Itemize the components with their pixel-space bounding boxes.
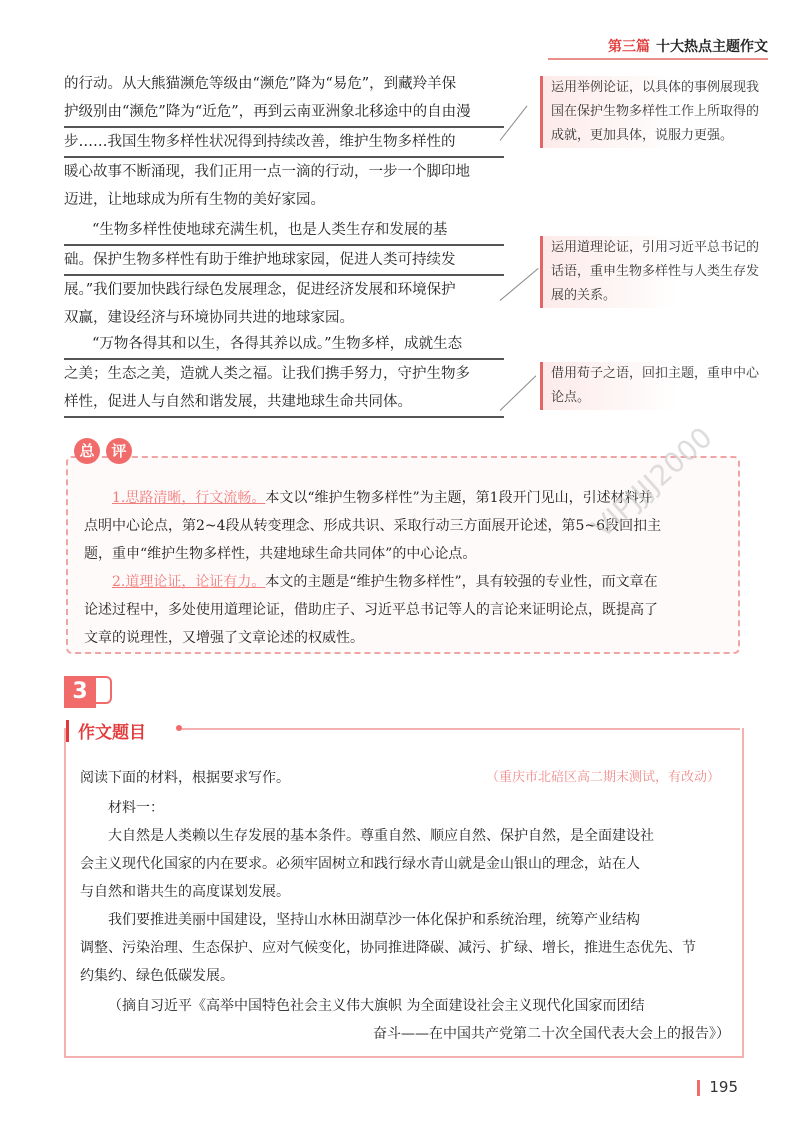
side-note-2: 运用道理论证，引用习近平总书记的话语，重申生物多样性与人类生存发展的关系。 bbox=[540, 236, 771, 308]
essay-paragraph-3 bbox=[64, 330, 504, 418]
watermark: VIPJJJJ2000 bbox=[586, 420, 719, 545]
text-line: 护级别由“濒危”降为“近危”，再到云南亚洲象北移途中的自由漫 bbox=[64, 98, 504, 128]
text-line: 样性，促进人与自然和谐发展，共建地球生命共同体。 bbox=[64, 388, 504, 418]
topic-frame-top bbox=[180, 728, 740, 730]
page-number: 195 bbox=[709, 1078, 738, 1096]
citation-line: 奋斗——在中国共产党第二十次全国代表大会上的报告》） bbox=[373, 1026, 730, 1042]
note-connector bbox=[500, 268, 539, 301]
text-line: “生物多样性使地球充满生机，也是人类生存和发展的基 bbox=[64, 216, 504, 246]
essay-paragraph-2 bbox=[64, 216, 504, 332]
note-connector bbox=[500, 375, 537, 410]
text-line: 展。”我们要加快践行绿色发展理念，促进经济发展和环境保护 bbox=[64, 282, 456, 298]
section-number: 3 bbox=[64, 676, 96, 708]
text-line: 之美；生态之美，造就人类之福。让我们携手努力，守护生物多 bbox=[64, 366, 470, 382]
comment-line: 2.道理论证，论证有力。本文的主题是“维护生物多样性”，具有较强的专业性，而文章在 bbox=[112, 574, 658, 590]
title-marker bbox=[66, 720, 69, 742]
comment-line: 文章的说理性，又增强了文章论述的权威性。 bbox=[84, 630, 364, 646]
citation-line: （摘自习近平《高举中国特色社会主义伟大旗帜 为全面建设社会主义现代化国家而团结 bbox=[108, 998, 645, 1014]
material-line: 大自然是人类赖以生存发展的基本条件。尊重自然、顺应自然、保护自然，是全面建设社 bbox=[108, 828, 654, 844]
text-line: 步……我国生物多样性状况得到持续改善，维护生物多样性的 bbox=[64, 128, 504, 158]
comment-line: 题，重申“维护生物多样性，共建地球生命共同体”的中心论点。 bbox=[84, 546, 477, 562]
text-line: 双赢，建设经济与环境协同共进的地球家园。 bbox=[64, 310, 354, 326]
topic-frame-dot bbox=[176, 725, 182, 731]
running-header bbox=[608, 36, 768, 56]
text-line: 迈进，让地球成为所有生物的美好家园。 bbox=[64, 192, 325, 208]
text-line: 暖心故事不断涌现，我们正用一点一滴的行动，一步一个脚印地 bbox=[64, 164, 470, 180]
text-line: 础。保护生物多样性有助于维护地球家园，促进人类可持续发 bbox=[64, 246, 504, 276]
header-rule bbox=[548, 58, 768, 60]
badge-char: 评 bbox=[106, 438, 132, 464]
text-line: 的行动。从大熊猫濒危等级由“濒危”降为“易危”，到藏羚羊保 bbox=[64, 76, 457, 92]
side-note-1: 运用举例论证，以具体的事例展现我国在保护生物多样性工作上所取得的成就，更加具体，说服力更强。 bbox=[540, 76, 771, 148]
part-label: 第三篇 bbox=[608, 39, 650, 55]
comment-line: 点明中心论点，第2~4段从转变理念、形成共识、采取行动三方面展开论述，第5~6段回扣主 bbox=[84, 518, 662, 534]
material-line: 约集约、绿色低碳发展。 bbox=[80, 968, 234, 984]
material-label: 材料一： bbox=[108, 800, 164, 816]
material-line: 与自然和谐共生的高度谋划发展。 bbox=[80, 884, 290, 900]
page-number-bar bbox=[697, 1080, 700, 1096]
topic-intro: 阅读下面的材料，根据要求写作。 bbox=[80, 770, 290, 786]
badge-char: 总 bbox=[74, 438, 100, 464]
text-line: “万物各得其和以生，各得其养以成。”生物多样，成就生态 bbox=[64, 330, 504, 360]
essay-paragraph-1 bbox=[64, 70, 504, 214]
comment-point-2-heading: 2.道理论证，论证有力。 bbox=[112, 574, 266, 590]
part-title: 十大热点主题作文 bbox=[656, 39, 768, 55]
topic-title: 作文题目 bbox=[72, 718, 152, 743]
comment-point-1-heading: 1.思路清晰，行文流畅。 bbox=[112, 490, 266, 506]
comment-badge bbox=[74, 438, 132, 464]
material-line: 调整、污染治理、生态保护、应对气候变化，协同推进降碳、减污、扩绿、增长，推进生态优先、节 bbox=[80, 940, 696, 956]
topic-source: （重庆市北碚区高二期末测试，有改动） bbox=[485, 770, 720, 785]
comment-line: 论述过程中，多处使用道理论证，借助庄子、习近平总书记等人的言论来证明论点，既提高了 bbox=[84, 602, 658, 618]
comment-line: 1.思路清晰，行文流畅。本文以“维护生物多样性”为主题，第1段开门见山，引述材料并 bbox=[112, 490, 653, 506]
material-line: 会主义现代化国家的内在要求。必须牢固树立和践行绿水青山就是金山银山的理念，站在人 bbox=[80, 856, 640, 872]
section-number-tail bbox=[96, 676, 112, 704]
material-line: 我们要推进美丽中国建设，坚持山水林田湖草沙一体化保护和系统治理，统筹产业结构 bbox=[108, 912, 640, 928]
side-note-3: 借用荀子之语，回扣主题，重申中心论点。 bbox=[540, 362, 771, 410]
